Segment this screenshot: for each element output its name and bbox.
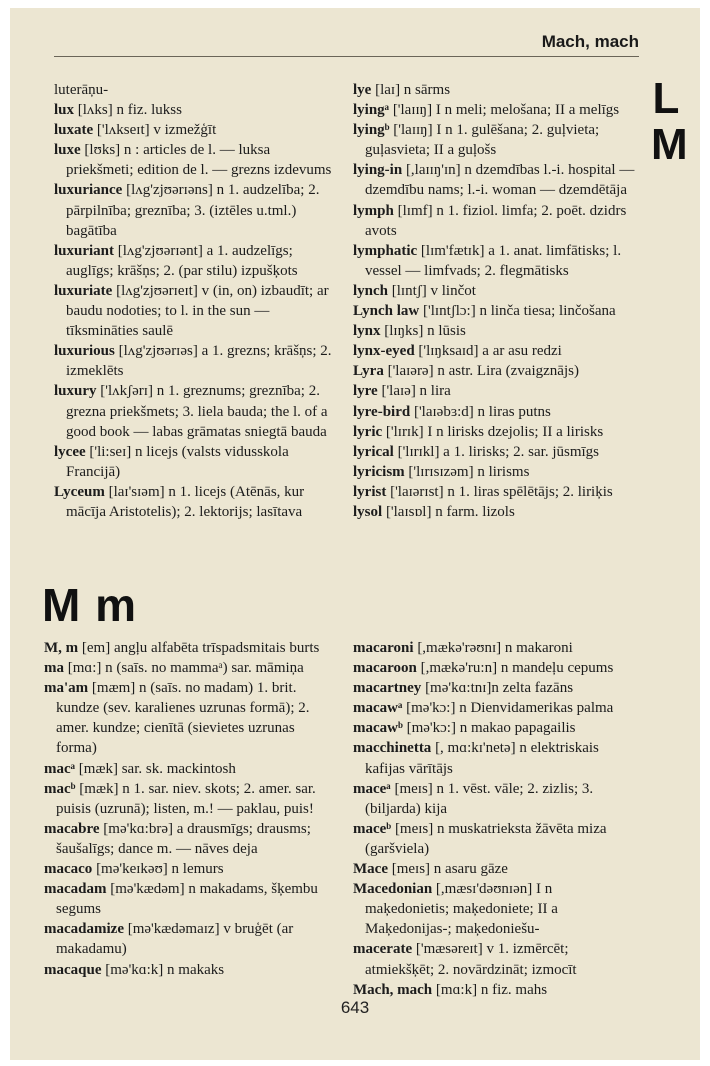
dictionary-entry: [353, 939, 639, 979]
dictionary-entry: [353, 80, 639, 100]
entry-headword: luxuriate: [54, 282, 113, 299]
entry-headword: Mace: [353, 861, 388, 878]
dictionary-entry: [44, 879, 336, 919]
thumb-index[interactable]: [651, 74, 688, 169]
entry-headword: lyric: [353, 423, 383, 440]
entry-headword: ma'am: [44, 680, 89, 697]
entry-headword: macaco: [44, 861, 93, 878]
dictionary-entry: [54, 442, 336, 482]
entry-definition: ['lɪrɪkl] a 1. lirisks; 2. sar. jūsmīgs: [397, 443, 600, 460]
entry-definition: ['laɪərə] n astr. Lira (zvaigznājs): [387, 363, 579, 380]
entry-headword: lyre-bird: [353, 403, 411, 420]
dictionary-entry: [353, 980, 639, 1000]
entry-headword: Macedonian: [353, 881, 433, 898]
dictionary-entry: [353, 160, 639, 200]
dictionary-entry: [353, 281, 639, 301]
page-number: 643: [340, 998, 370, 1017]
entry-headword: maceᵃ: [353, 780, 391, 797]
entry-definition: [,mæsɪ'dəʊnɪən] I n maķedonietis; maķedoniete; II a Maķedonijas-; maķedoniešu-: [365, 881, 558, 938]
entry-definition: [, mɑ:kɪ'netə] n elektriskais kafijas vārītājs: [365, 740, 599, 777]
entry-headword: lynx: [353, 323, 381, 340]
entry-headword: lymph: [353, 202, 394, 219]
running-header: [54, 32, 639, 57]
dictionary-entry: [353, 381, 639, 401]
entry-headword: macchinetta: [353, 740, 432, 757]
dictionary-entry: [44, 919, 336, 959]
dictionary-entry: [54, 120, 336, 140]
dictionary-entry: [54, 100, 336, 120]
entry-definition: ['laɪə] n lira: [381, 383, 451, 400]
entry-headword: lying-in: [353, 162, 403, 179]
entry-definition: [lʌg'zjʊərɪəns] n 1. audzelība; 2. pārpilnība; greznība; 3. (iztēles u.tml.) bagātība: [66, 182, 320, 239]
entry-definition: [mæk] n 1. sar. niev. skots; 2. amer. sar. puisis (uzrunā); listen, m.! — paklau, puis!: [56, 780, 316, 817]
entry-headword: Lyra: [353, 363, 384, 380]
entry-definition: [mə'kædəmaɪz] v bruģēt (ar makadamu): [56, 921, 294, 958]
entry-definition: ['lɪrɪk] I n lirisks dzejolis; II a lirisks: [385, 423, 604, 440]
dictionary-entry: [54, 341, 336, 381]
entry-headword: macabre: [44, 820, 100, 837]
dictionary-entry: [44, 859, 336, 879]
thumb-index-letter-m: M: [651, 120, 688, 169]
entry-definition: [lɪntʃ] v linčot: [391, 282, 476, 299]
entry-definition: [mə'kɑ:tnɪ]n zelta fazāns: [425, 680, 574, 697]
entry-headword: lysol: [353, 503, 383, 520]
entry-definition: ['laɪɪŋ] I n 1. gulēšana; 2. guļvieta; guļasvieta; II a guļošs: [365, 122, 600, 159]
section-letter-heading: M m: [42, 579, 137, 631]
dictionary-entry: [353, 859, 639, 879]
dictionary-entry: [54, 180, 336, 240]
entry-definition: [meɪs] n 1. vēst. vāle; 2. zizlis; 3. (biljarda) kija: [365, 780, 594, 817]
dictionary-entry: [54, 381, 336, 441]
header-title: Mach, mach: [541, 32, 639, 51]
entry-headword: Lynch law: [353, 303, 420, 320]
entry-headword: luxuriance: [54, 182, 123, 199]
entry-headword: lyrist: [353, 483, 387, 500]
entry-definition: [lʌks] n fiz. lukss: [77, 102, 182, 119]
dictionary-entry: [353, 301, 639, 321]
entry-definition: [lɪm'fætɪk] a 1. anat. limfātisks; l. vessel — limfvads; 2. flegmātisks: [365, 242, 622, 279]
column-upper-left: [54, 80, 336, 522]
entry-headword: M, m: [44, 640, 79, 656]
dictionary-entry: [54, 241, 336, 281]
entry-definition: [lʌg'zjʊərɪeɪt] v (in, on) izbaudīt; ar baudu nodoties; to l. in the sun — tīksmināties saulē: [66, 282, 329, 340]
dictionary-entry: [353, 658, 639, 678]
dictionary-entry: [353, 502, 639, 522]
dictionary-entry: [44, 678, 336, 758]
entry-definition: [mɑ:] n (saīs. no mammaᵃ) sar. māmiņa: [67, 660, 304, 677]
entry-headword: macaroni: [353, 640, 414, 656]
entry-headword: luxurious: [54, 343, 115, 360]
dictionary-entry: [353, 100, 639, 120]
dictionary-entry: [353, 201, 639, 241]
dictionary-entry: [44, 960, 336, 980]
entry-headword: lyingᵃ: [353, 102, 390, 119]
dictionary-entry: [353, 819, 639, 859]
dictionary-entry: [353, 698, 639, 718]
dictionary-entry: [353, 361, 639, 381]
entry-headword: Lyceum: [54, 483, 105, 500]
entry-headword: maceᵇ: [353, 820, 392, 837]
entry-definition: [laɪ] n sārms: [375, 82, 451, 98]
entry-definition: ['lʌkʃərɪ] n 1. greznums; greznība; 2. grezna priekšmets; 3. liela bauda; the l. of a good book — labas grāmatas sniegtā bauda: [66, 383, 328, 440]
column-lower-left: [44, 638, 336, 980]
column-upper-right: [353, 80, 639, 522]
dictionary-entry: [353, 879, 639, 939]
entry-headword: macartney: [353, 680, 422, 697]
entry-headword: lyrical: [353, 443, 394, 460]
dictionary-entry: luterāņu-: [54, 82, 109, 98]
dictionary-entry: [353, 678, 639, 698]
entry-headword: macawᵇ: [353, 720, 403, 737]
entry-definition: [lɪŋks] n lūsis: [384, 323, 466, 340]
entry-headword: lyricism: [353, 463, 405, 480]
entry-headword: macaroon: [353, 660, 417, 677]
entry-headword: macawᵃ: [353, 700, 403, 717]
thumb-index-letter-l: L: [652, 74, 680, 123]
dictionary-entry: [44, 819, 336, 859]
dictionary-entry: [353, 422, 639, 442]
entry-definition: ['li:seɪ] n licejs (valsts vidusskola Francijā): [66, 443, 289, 480]
entry-definition: [laɪ'sɪəm] n 1. licejs (Atēnās, kur mācīja Aristotelis); 2. lektorijs; lasītava: [66, 483, 305, 520]
entry-definition: [lʊks] n : articles de l. — luksa priekšmeti; edition de l. — grezns izdevums: [66, 142, 332, 179]
column-lower-right: [353, 638, 639, 1000]
dictionary-entry: [353, 738, 639, 778]
entry-headword: lycee: [54, 443, 86, 460]
dictionary-entry: [353, 402, 639, 422]
entry-headword: macᵇ: [44, 780, 76, 797]
entry-definition: [,laɪɪŋ'ɪn] n dzemdības l.-i. hospital — dzemdību nams; l.-i. woman — dzemdētāja: [365, 162, 635, 199]
entry-headword: macadamize: [44, 921, 124, 938]
entry-headword: lynx-eyed: [353, 343, 415, 360]
entry-definition: [mɑ:k] n fiz. mahs: [435, 981, 548, 998]
entry-headword: lynch: [353, 282, 389, 299]
entry-definition: [mə'kɔ:] n Dienvidamerikas palma: [406, 700, 614, 717]
entry-definition: ['lɪntʃlɔ:] n linča tiesa; linčošana: [423, 303, 616, 320]
entry-definition: ['lɪŋksaɪd] a ar asu redzi: [418, 343, 562, 360]
dictionary-entry: [353, 442, 639, 462]
dictionary-entry: [44, 658, 336, 678]
entry-definition: [mə'kɔ:] n makao papagailis: [406, 720, 576, 737]
entry-headword: luxate: [54, 122, 94, 139]
entry-definition: [em] angļu alfabēta trīspadsmitais burts: [81, 640, 320, 656]
dictionary-entry: [353, 120, 639, 160]
entry-headword: ma: [44, 660, 64, 677]
entry-headword: Mach, mach: [353, 981, 433, 998]
entry-definition: ['mæsəreɪt] v 1. izmērcēt; atmiekšķēt; 2. novārdzināt; izmocīt: [365, 941, 577, 978]
entry-definition: ['lʌkseɪt] v izmežģīt: [96, 122, 217, 139]
entry-definition: [lɪmf] n 1. fiziol. limfa; 2. poēt. dzidrs avots: [365, 202, 627, 239]
entry-headword: luxe: [54, 142, 81, 159]
entry-definition: [,mækə'ru:n] n mandeļu cepums: [420, 660, 614, 677]
dictionary-entry: [353, 779, 639, 819]
dictionary-entry: [353, 321, 639, 341]
entry-headword: luxuriant: [54, 242, 115, 259]
entry-definition: [mə'kɑ:brə] a drausmīgs; drausms; šaušalīgs; dance m. — nāves deja: [56, 820, 311, 857]
dictionary-entry: [353, 718, 639, 738]
dictionary-entry: [44, 759, 336, 779]
dictionary-entry: [54, 281, 336, 341]
entry-headword: macᵃ: [44, 760, 76, 777]
dictionary-entry: [353, 462, 639, 482]
dictionary-entry: [353, 241, 639, 281]
entry-definition: ['lɪrɪsɪzəm] n lirisms: [408, 463, 530, 480]
entry-headword: lyre: [353, 383, 378, 400]
dictionary-entry: [44, 638, 336, 658]
entry-definition: [,mækə'rəʊnɪ] n makaroni: [417, 640, 573, 656]
entry-definition: [meɪs] n asaru gāze: [391, 861, 508, 878]
entry-definition: [mæm] n (saīs. no madam) 1. brit. kundze (sev. karalienes uzrunas formā); 2. amer. kundze; cienītā (sievietes uzrunas forma): [56, 680, 310, 757]
entry-headword: macadam: [44, 881, 107, 898]
entry-definition: ['laɪəbɜ:d] n liras putns: [413, 403, 551, 420]
entry-definition: [meɪs] n muskatrieksta žāvēta miza (garšviela): [365, 820, 607, 857]
entry-definition: [lʌg'zjʊərɪəs] a 1. grezns; krāšņs; 2. izmeklēts: [66, 343, 332, 380]
entry-definition: ['laɪsɒl] n farm. lizols: [385, 503, 515, 520]
dictionary-entry: [54, 140, 336, 180]
entry-headword: lux: [54, 102, 75, 119]
entry-definition: [mə'keɪkəʊ] n lemurs: [96, 861, 224, 878]
entry-headword: luxury: [54, 383, 97, 400]
dictionary-entry: [44, 779, 336, 819]
entry-definition: [lʌg'zjʊərɪənt] a 1. audzelīgs; auglīgs; krāšņs; 2. (par stilu) izpušķots: [66, 242, 298, 279]
entry-headword: lyingᵇ: [353, 122, 390, 139]
dictionary-entry: [353, 341, 639, 361]
entry-definition: [mə'kædəm] n makadams, šķembu segums: [56, 881, 318, 918]
dictionary-entry: [353, 482, 639, 502]
entry-definition: ['laɪɪŋ] I n meli; melošana; II a melīgs: [392, 102, 620, 119]
entry-definition: [mə'kɑ:k] n makaks: [105, 961, 225, 978]
entry-headword: lye: [353, 82, 372, 98]
entry-headword: macaque: [44, 961, 102, 978]
entry-definition: [mæk] sar. sk. mackintosh: [78, 760, 236, 777]
entry-headword: lymphatic: [353, 242, 418, 259]
dictionary-entry: [54, 482, 336, 522]
entry-headword: macerate: [353, 941, 413, 958]
entry-definition: ['laɪərɪst] n 1. liras spēlētājs; 2. liriķis: [390, 483, 613, 500]
dictionary-entry: [353, 638, 639, 658]
